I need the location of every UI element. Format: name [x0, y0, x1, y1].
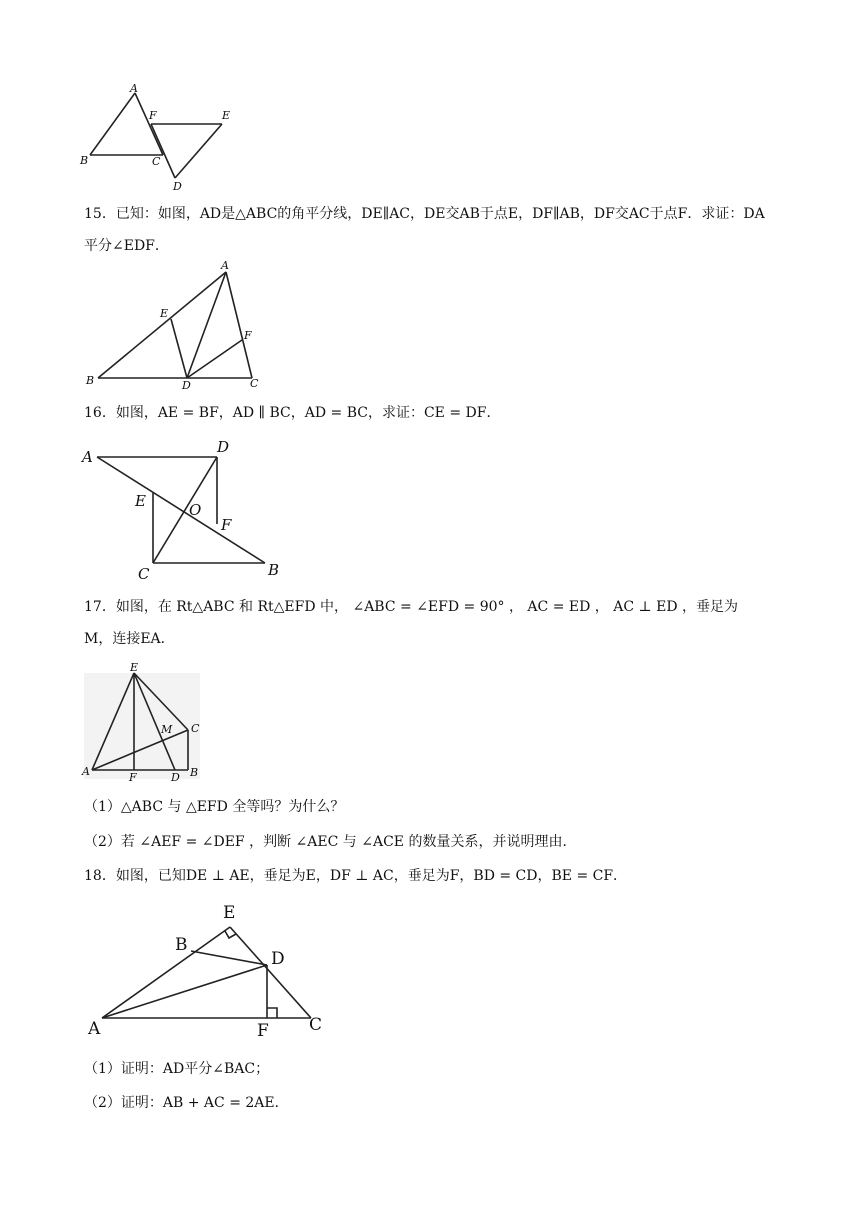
label-C: C: [138, 565, 150, 583]
label-B: B: [268, 561, 280, 579]
label-C: C: [191, 722, 200, 735]
label-B: B: [80, 154, 89, 167]
label-D: D: [217, 438, 230, 456]
problem-18-q1: （1）证明：AD平分∠BAC；: [84, 1061, 270, 1077]
label-D: D: [271, 949, 285, 969]
problem-18-q2: （2）证明：AB + AC = 2AE．: [84, 1095, 289, 1111]
figure-18: [0, 895, 860, 1045]
label-A: A: [130, 82, 138, 95]
problem-17-q1: （1）△ABC 与 △EFD 全等吗？为什么？: [84, 799, 345, 815]
label-E: E: [222, 109, 231, 122]
label-F: F: [221, 516, 232, 534]
label-C: C: [309, 1015, 323, 1035]
label-A: A: [221, 259, 229, 272]
label-C: C: [152, 155, 161, 168]
label-E: E: [160, 307, 169, 320]
label-B: B: [86, 374, 95, 387]
figure-17: [0, 655, 860, 785]
label-E: E: [130, 661, 139, 674]
label-A: A: [88, 1019, 101, 1039]
label-D: D: [182, 379, 191, 392]
problem-18-text: 18．如图，已知DE ⊥ AE，垂足为E，DF ⊥ AC，垂足为F，BD = CD，BE = CF．: [84, 868, 628, 884]
problem-17-q2: （2）若 ∠AEF = ∠DEF ，判断 ∠AEC 与 ∠ACE 的数量关系，并说明理由．: [84, 834, 577, 850]
label-M: M: [161, 723, 173, 736]
problem-17-line2: M，连接EA．: [84, 631, 175, 647]
label-E: E: [223, 903, 236, 923]
problem-17-line1: 17．如图，在 Rt△ABC 和 Rt△EFD 中， ∠ABC = ∠EFD = 90° ， AC = ED ， AC ⊥ ED ，垂足为: [84, 599, 739, 615]
label-D: D: [171, 771, 180, 784]
label-D: D: [173, 180, 182, 193]
label-O: O: [189, 501, 202, 519]
problem-16-text: 16．如图，AE = BF，AD ∥ BC，AD = BC，求证：CE = DF．: [84, 405, 501, 421]
label-A: A: [82, 765, 90, 778]
label-F: F: [149, 109, 157, 122]
figure-15: [0, 255, 860, 395]
label-B: B: [190, 766, 199, 779]
label-F: F: [257, 1021, 269, 1041]
problem-15-line2: 平分∠EDF．: [84, 238, 169, 254]
label-C: C: [250, 377, 259, 390]
label-A: A: [82, 448, 93, 466]
label-F: F: [129, 771, 137, 784]
problem-15-line1: 15．已知：如图，AD是△ABC的角平分线，DE∥AC，DE交AB于点E，DF∥AB，DF交AC于点F．求证：DA: [84, 206, 765, 222]
label-F: F: [244, 329, 252, 342]
label-E: E: [135, 492, 146, 510]
figure-14: [0, 0, 860, 200]
figure-16: [0, 430, 860, 590]
label-B: B: [175, 935, 188, 955]
